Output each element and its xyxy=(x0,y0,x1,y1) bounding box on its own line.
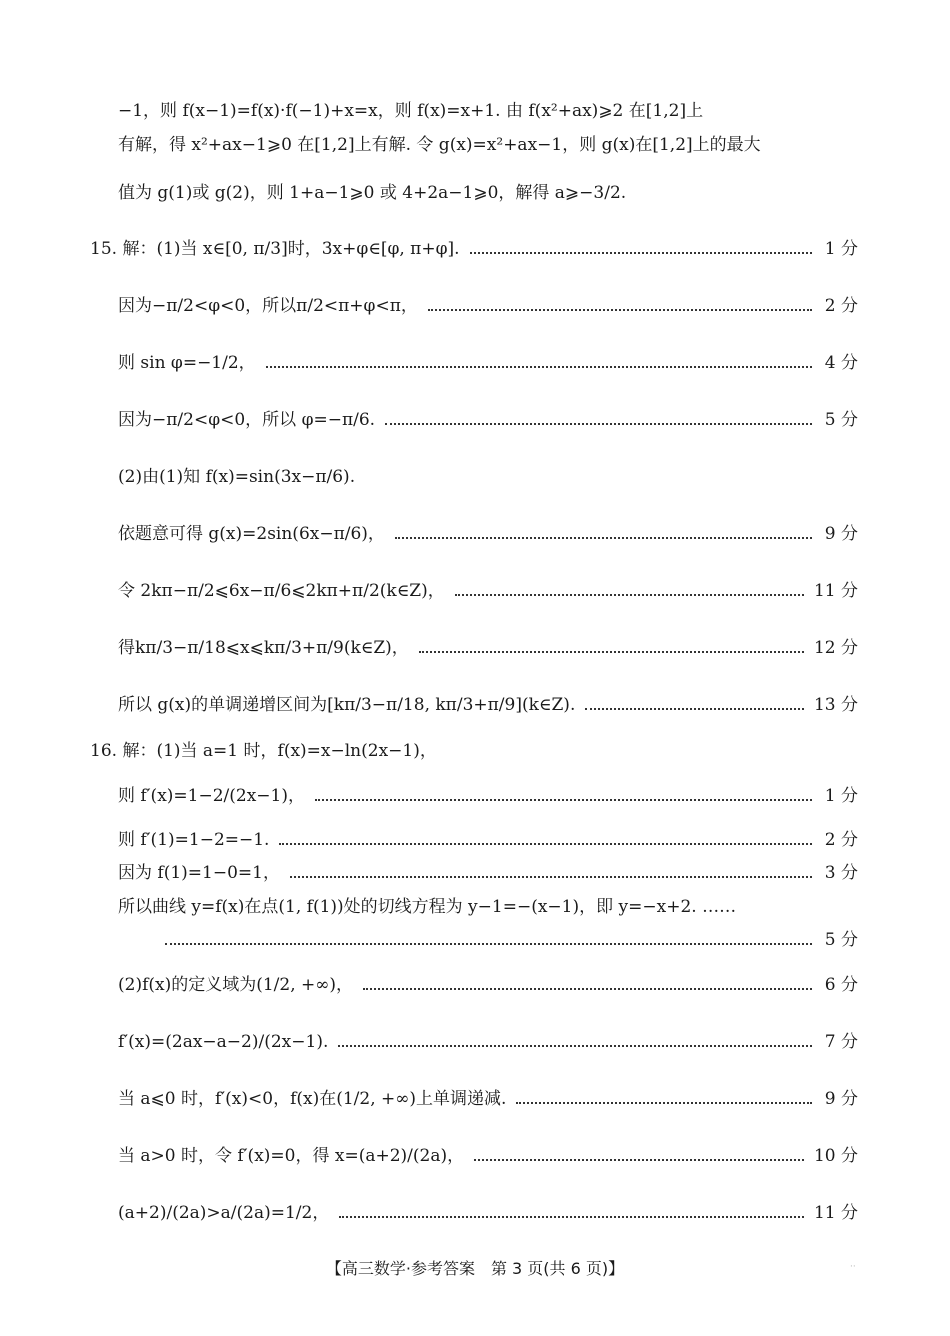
q15-score-7: 11 分 xyxy=(813,581,858,601)
leader-dots xyxy=(419,651,804,653)
q15-line-7 xyxy=(118,580,858,602)
q16-line-2 xyxy=(118,785,858,807)
q16-score-9: 9 分 xyxy=(824,1089,858,1109)
q16-score-4: 3 分 xyxy=(824,863,858,883)
q16-line-4 xyxy=(118,862,858,884)
leader-dots xyxy=(516,1102,812,1104)
q16-text-10: 当 a>0 时，令 f′(x)=0，得 x=(a+2)/(2a)， xyxy=(118,1146,465,1166)
leader-dots xyxy=(395,537,812,539)
intro-text-3: 值为 g(1)或 g(2)，则 1+a−1⩾0 或 4+2a−1⩾0，解得 a⩾−3/2. xyxy=(118,183,627,203)
q16-text-9: 当 a⩽0 时，f′(x)<0，f(x)在(1/2, +∞)上单调递减. xyxy=(118,1089,507,1109)
q15-score-1: 1 分 xyxy=(824,239,858,259)
leader-dots xyxy=(385,423,812,425)
q16-text-11: (a+2)/(2a)>a/(2a)=1/2， xyxy=(118,1203,330,1223)
q16-line-5 xyxy=(118,896,858,918)
intro-text-1: −1，则 f(x−1)=f(x)·f(−1)+x=x，则 f(x)=x+1. 由 f(x²+ax)⩾2 在[1,2]上 xyxy=(118,101,704,121)
q15-score-4: 5 分 xyxy=(824,410,858,430)
q15-text-8: 得kπ/3−π/18⩽x⩽kπ/3+π/9(k∈Z)， xyxy=(118,638,409,658)
q15-score-6: 9 分 xyxy=(824,524,858,544)
page-footer: 【高三数学·参考答案 第 3 页(共 6 页)】 xyxy=(325,1259,625,1278)
q16-text-4: 因为 f(1)=1−0=1， xyxy=(118,863,280,883)
q15-line-2 xyxy=(118,295,858,317)
q16-score-7: 6 分 xyxy=(824,975,858,995)
intro-line-2 xyxy=(118,134,858,156)
q16-text-1: 16. 解：(1)当 a=1 时，f(x)=x−ln(2x−1)， xyxy=(90,741,437,761)
q16-line-10 xyxy=(118,1145,858,1167)
q16-line-6 xyxy=(155,929,858,951)
q15-text-3: 则 sin φ=−1/2， xyxy=(118,353,256,373)
q16-score-11: 11 分 xyxy=(813,1203,858,1223)
q16-score-6: 5 分 xyxy=(824,930,858,950)
q15-line-8 xyxy=(118,637,858,659)
leader-dots xyxy=(165,943,812,945)
q16-text-8: f′(x)=(2ax−a−2)/(2x−1). xyxy=(118,1032,329,1052)
leader-dots xyxy=(455,594,804,596)
q15-text-6: 依题意可得 g(x)=2sin(6x−π/6)， xyxy=(118,524,385,544)
leader-dots xyxy=(470,252,812,254)
q16-line-9 xyxy=(118,1088,858,1110)
leader-dots xyxy=(315,799,812,801)
q15-text-1: 15. 解：(1)当 x∈[0, π/3]时，3x+φ∈[φ, π+φ]. xyxy=(90,239,460,259)
leader-dots xyxy=(290,876,812,878)
q15-score-3: 4 分 xyxy=(824,353,858,373)
intro-line-3 xyxy=(118,182,858,204)
q16-line-3 xyxy=(118,829,858,851)
q16-score-10: 10 分 xyxy=(813,1146,858,1166)
q16-line-7 xyxy=(118,974,858,996)
leader-dots xyxy=(338,1045,812,1047)
leader-dots xyxy=(279,843,812,845)
q16-text-5: 所以曲线 y=f(x)在点(1, f(1))处的切线方程为 y−1=−(x−1)，即 y=−x+2. …… xyxy=(118,897,737,917)
q15-line-4 xyxy=(118,409,858,431)
corner-mark: ·· xyxy=(850,1262,856,1272)
q15-line-5 xyxy=(118,466,858,488)
q16-score-3: 2 分 xyxy=(824,830,858,850)
leader-dots xyxy=(474,1159,804,1161)
leader-dots xyxy=(428,309,812,311)
intro-line-1 xyxy=(118,100,858,122)
q15-text-4: 因为−π/2<φ<0，所以 φ=−π/6. xyxy=(118,410,376,430)
q15-line-6 xyxy=(118,523,858,545)
q15-line-9 xyxy=(118,694,858,716)
intro-text-2: 有解，得 x²+ax−1⩾0 在[1,2]上有解. 令 g(x)=x²+ax−1，则 g(x)在[1,2]上的最大 xyxy=(118,135,761,155)
q15-text-9: 所以 g(x)的单调递增区间为[kπ/3−π/18, kπ/3+π/9](k∈Z). xyxy=(118,695,576,715)
q15-text-2: 因为−π/2<φ<0，所以π/2<π+φ<π， xyxy=(118,296,418,316)
q16-score-2: 1 分 xyxy=(824,786,858,806)
q16-text-7: (2)f(x)的定义域为(1/2, +∞)， xyxy=(118,975,354,995)
leader-dots xyxy=(266,366,812,368)
q16-line-11 xyxy=(118,1202,858,1224)
q15-line-1 xyxy=(90,238,858,260)
q16-line-8 xyxy=(118,1031,858,1053)
leader-dots xyxy=(585,708,804,710)
q16-text-3: 则 f′(1)=1−2=−1. xyxy=(118,830,270,850)
q15-text-7: 令 2kπ−π/2⩽6x−π/6⩽2kπ+π/2(k∈Z)， xyxy=(118,581,445,601)
q15-score-2: 2 分 xyxy=(824,296,858,316)
q15-text-5: (2)由(1)知 f(x)=sin(3x−π/6). xyxy=(118,467,356,487)
q15-score-8: 12 分 xyxy=(813,638,858,658)
q15-score-9: 13 分 xyxy=(813,695,858,715)
leader-dots xyxy=(363,988,812,990)
q16-line-1 xyxy=(90,740,858,762)
leader-dots xyxy=(339,1216,804,1218)
q16-text-2: 则 f′(x)=1−2/(2x−1)， xyxy=(118,786,305,806)
q16-score-8: 7 分 xyxy=(824,1032,858,1052)
q15-line-3 xyxy=(118,352,858,374)
